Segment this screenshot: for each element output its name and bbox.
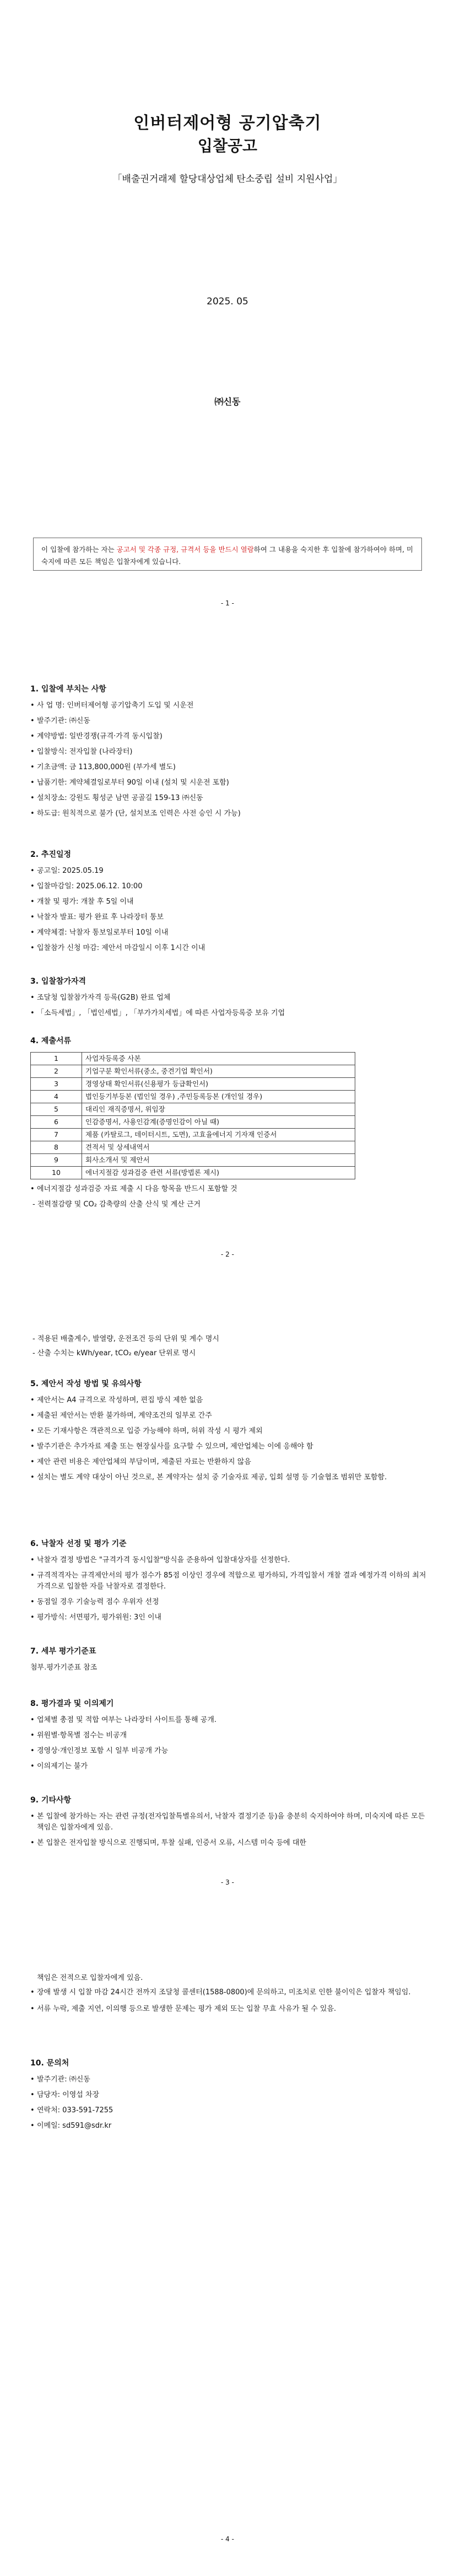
list-item: • 「소득세법」, 「법인세법」, 「부가가치세법」에 따른 사업자등록증 보유 기업 xyxy=(30,1008,427,1019)
organization-name: ㈜신동 xyxy=(214,396,241,407)
list-item: • 기초금액: 금 113,800,000원 (부가세 별도) xyxy=(30,762,427,773)
section-3 xyxy=(30,976,427,1023)
list-item: • 조달청 입찰참가자격 등록(G2B) 완료 업체 xyxy=(30,992,427,1003)
notice-box xyxy=(33,538,422,571)
section-heading: 6. 낙찰자 선정 및 평가 기준 xyxy=(30,1539,127,1548)
table-cell-doc: 에너지절감 성과검증 관련 서류(방법론 제시) xyxy=(82,1167,355,1179)
list-item: • 발주기관: ㈜신동 xyxy=(30,2074,427,2085)
table-cell-doc: 대리인 재직증명서, 위임장 xyxy=(82,1103,355,1116)
section-heading: 1. 입찰에 부치는 사항 xyxy=(30,685,106,694)
table-row xyxy=(31,1167,355,1179)
list-item: • 담당자: 이영섭 차장 xyxy=(30,2090,427,2101)
document-table xyxy=(30,1052,355,1179)
list-item: • 입찰참가 신청 마감: 제안서 마감일시 이후 1시간 이내 xyxy=(30,943,427,954)
page-number: - 1 - xyxy=(221,599,234,607)
list-item: • 계약방법: 일반경쟁(규격·가격 동시입찰) xyxy=(30,731,427,742)
section-heading: 7. 세부 평가기준표 xyxy=(30,1647,96,1656)
list-item: • 업체별 총점 및 적합 여부는 나라장터 사이트를 통해 공개. xyxy=(30,1715,427,1726)
section-9 xyxy=(30,1795,427,1853)
section-4 xyxy=(30,1035,427,1214)
list-item: • 낙찰자 발표: 평가 완료 후 나라장터 통보 xyxy=(30,912,427,923)
list-item: • 제안 관련 비용은 제안업체의 부담이며, 제출된 자료는 반환하지 않음 xyxy=(30,1457,427,1468)
list-item: • 제출된 제안서는 반환 불가하며, 계약조건의 일부로 간주 xyxy=(30,1410,427,1421)
table-cell-no: 2 xyxy=(31,1065,82,1078)
list-item: • 모든 기재사항은 객관적으로 입증 가능해야 하며, 허위 작성 시 평가 제외 xyxy=(30,1426,427,1437)
document-subtitle: 「배출권거래제 할당대상업체 탄소중립 설비 지원사업」 xyxy=(112,174,343,185)
table-row xyxy=(31,1141,355,1154)
list-item: • 제안서는 A4 규격으로 작성하며, 편집 방식 제한 없음 xyxy=(30,1395,427,1406)
dash-item: - 전력절감량 및 CO₂ 감축량의 산출 산식 및 계산 근거 xyxy=(32,1200,201,1209)
list-item: • 공고일: 2025.05.19 xyxy=(30,866,427,877)
list-item: • 사 업 명: 인버터제어형 공기압축기 도입 및 시운전 xyxy=(30,700,427,711)
section-heading: 8. 평가결과 및 이의제기 xyxy=(30,1699,114,1708)
list-item: • 규격적격자는 규격제안서의 평가 점수가 85점 이상인 경우에 적합으로 평가하되, 가격입찰서 개찰 결과 예정가격 이하의 최저가격으로 입찰한 자를 낙찰자로 결정한다. xyxy=(30,1570,427,1592)
section-heading: 10. 문의처 xyxy=(30,2059,69,2068)
list-item: • 동점일 경우 기술능력 점수 우위자 선정 xyxy=(30,1597,427,1608)
table-row xyxy=(31,1091,355,1103)
dash-item: - 적용된 배출계수, 발열량, 운전조건 등의 단위 및 계수 명시 xyxy=(32,1335,219,1343)
section-heading: 9. 기타사항 xyxy=(30,1796,72,1805)
table-cell-no: 5 xyxy=(31,1103,82,1116)
list-item: • 계약체결: 낙찰자 통보일로부터 10일 이내 xyxy=(30,927,427,938)
table-row xyxy=(31,1116,355,1129)
table-cell-doc: 법인등기부등본 (법인일 경우) ,주민등록등본 (개인일 경우) xyxy=(82,1091,355,1103)
list-item: • 설치는 별도 계약 대상이 아닌 것으로, 본 계약자는 설치 중 기술자료 제공, 입회 설명 등 기술협조 범위만 포함함. xyxy=(30,1472,427,1483)
list-item: • 경영상·개인정보 포함 시 일부 비공개 가능 xyxy=(30,1746,427,1757)
list-item: • 하도급: 원칙적으로 불가 (단, 설치보조 인력은 사전 승인 시 가능) xyxy=(30,808,427,819)
section-7 xyxy=(30,1646,427,1676)
list-item: • 이의제기는 불가 xyxy=(30,1761,427,1772)
dash-text: 전력절감량 및 CO₂ 감축량의 산출 산식 및 계산 근거 xyxy=(37,1200,201,1209)
document-title-line2: 입찰공고 xyxy=(197,137,258,155)
table-cell-no: 3 xyxy=(31,1078,82,1091)
table-cell-no: 9 xyxy=(31,1154,82,1167)
table-row xyxy=(31,1078,355,1091)
section-heading: 2. 추진일정 xyxy=(30,850,72,859)
table-cell-no: 7 xyxy=(31,1129,82,1141)
list-item: • 입찰마감일: 2025.06.12. 10:00 xyxy=(30,881,427,892)
page-number: - 2 - xyxy=(221,1251,234,1258)
document-title-line1: 인버터제어형 공기압축기 xyxy=(133,114,322,133)
list-item: • 입찰방식: 전자입찰 (나라장터) xyxy=(30,747,427,758)
table-cell-doc: 제품 (카탈로그, 데이터시트, 도면), 고효율에너지 기자재 인증서 xyxy=(82,1129,355,1141)
section-2 xyxy=(30,849,427,958)
section-4-continued xyxy=(30,1330,427,1362)
list-item: • 서류 누락, 제출 지연, 이의행 등으로 발생한 문제는 평가 제외 또는 입찰 무효 사유가 될 수 있음. xyxy=(30,2003,427,2015)
table-cell-doc: 기업구분 확인서류(중소, 중견기업 확인서) xyxy=(82,1065,355,1078)
page-number: - 4 - xyxy=(221,2535,234,2543)
table-cell-no: 1 xyxy=(31,1053,82,1065)
table-row xyxy=(31,1154,355,1167)
list-item: • 발주기관: ㈜신동 xyxy=(30,716,427,727)
table-row xyxy=(31,1103,355,1116)
table-cell-doc: 경영상태 확인서류(신용평가 등급확인서) xyxy=(82,1078,355,1091)
list-item: • 평가방식: 서면평가, 평가위원: 3인 이내 xyxy=(30,1612,427,1623)
list-item: • 장애 발생 시 입찰 마감 24시간 전까지 조달청 콜센터(1588-0800)에 문의하고, 미조치로 인한 불이익은 입찰자 책임임. xyxy=(30,1987,427,1999)
table-cell-no: 8 xyxy=(31,1141,82,1154)
notice-text-pre: 이 입찰에 참가하는 자는 xyxy=(41,545,117,554)
section-1 xyxy=(30,684,427,824)
list-item: • 연락처: 033-591-7255 xyxy=(30,2105,427,2116)
section-text: 첨부.평가기준표 참조 xyxy=(30,1663,98,1672)
section-heading: 5. 제안서 작성 방법 및 유의사항 xyxy=(30,1380,142,1388)
list-item: • 설치장소: 강원도 횡성군 남면 공골길 159-13 ㈜신동 xyxy=(30,793,427,804)
section-6 xyxy=(30,1538,427,1628)
list-item: • 발주기관은 추가자료 제출 또는 현장실사를 요구할 수 있으며, 제안업체는 이에 응해야 함 xyxy=(30,1441,427,1452)
notice-text-post: 하여 그 내용을 숙지한 후 입찰에 참가하여야 하며, 미숙지에 따른 모든 책임은 입찰자에게 있습니다. xyxy=(41,545,414,566)
table-row xyxy=(31,1053,355,1065)
table-cell-doc: 회사소개서 및 제안서 xyxy=(82,1154,355,1167)
section-10 xyxy=(30,2058,427,2136)
list-item: • 낙찰자 결정 방법은 "규격가격 동시입찰"방식을 준용하여 입찰대상자를 선정한다. xyxy=(30,1555,427,1566)
continued-text: 책임은 전적으로 입찰자에게 있음. xyxy=(37,1974,143,1982)
list-item: • 개찰 및 평가: 개찰 후 5일 이내 xyxy=(30,897,427,908)
section-heading: 3. 입찰참가자격 xyxy=(30,977,86,986)
table-cell-no: 4 xyxy=(31,1091,82,1103)
table-cell-doc: 사업자등록증 사본 xyxy=(82,1053,355,1065)
dash-text: 적용된 배출계수, 발열량, 운전조건 등의 단위 및 계수 명시 xyxy=(37,1335,219,1343)
section-heading: 4. 제출서류 xyxy=(30,1037,72,1045)
table-row xyxy=(31,1065,355,1078)
list-item: • 이메일: sd591@sdr.kr xyxy=(30,2121,427,2132)
table-cell-no: 10 xyxy=(31,1167,82,1179)
list-item: • 위원별·항목별 점수는 비공개 xyxy=(30,1730,427,1741)
list-item: • 납품기한: 계약체결일로부터 90일 이내 (설치 및 시운전 포함) xyxy=(30,777,427,788)
page-number: - 3 - xyxy=(221,1879,234,1886)
table-cell-no: 6 xyxy=(31,1116,82,1129)
notice-emphasis: 공고서 및 각종 규정, 규격서 등을 반드시 열람 xyxy=(116,545,254,554)
dash-item: - 산출 수치는 kWh/year, tCO₂ e/year 단위로 명시 xyxy=(32,1349,196,1357)
table-cell-doc: 견적서 및 상세내역서 xyxy=(82,1141,355,1154)
section-8 xyxy=(30,1698,427,1777)
table-cell-doc: 인감증명서, 사용인감계(증명인감이 아닐 때) xyxy=(82,1116,355,1129)
document-date: 2025. 05 xyxy=(207,296,248,307)
section-9-continued xyxy=(30,1970,427,2020)
list-item: • 본 입찰은 전자입찰 방식으로 진행되며, 투찰 실패, 인증서 오류, 시스템 미숙 등에 대한 xyxy=(30,1838,427,1849)
list-item: • 본 입찰에 참가하는 자는 관련 규정(전자입찰특별유의서, 낙찰자 결정기준 등)을 충분히 숙지하여야 하며, 미숙지에 따른 모든 책임은 입찰자에게 있음. xyxy=(30,1811,427,1833)
dash-text: 산출 수치는 kWh/year, tCO₂ e/year 단위로 명시 xyxy=(37,1349,196,1357)
section-5 xyxy=(30,1378,427,1488)
list-item: • 에너지절감 성과검증 자료 제출 시 다음 항목을 반드시 포함할 것 xyxy=(30,1184,427,1195)
table-row xyxy=(31,1129,355,1141)
